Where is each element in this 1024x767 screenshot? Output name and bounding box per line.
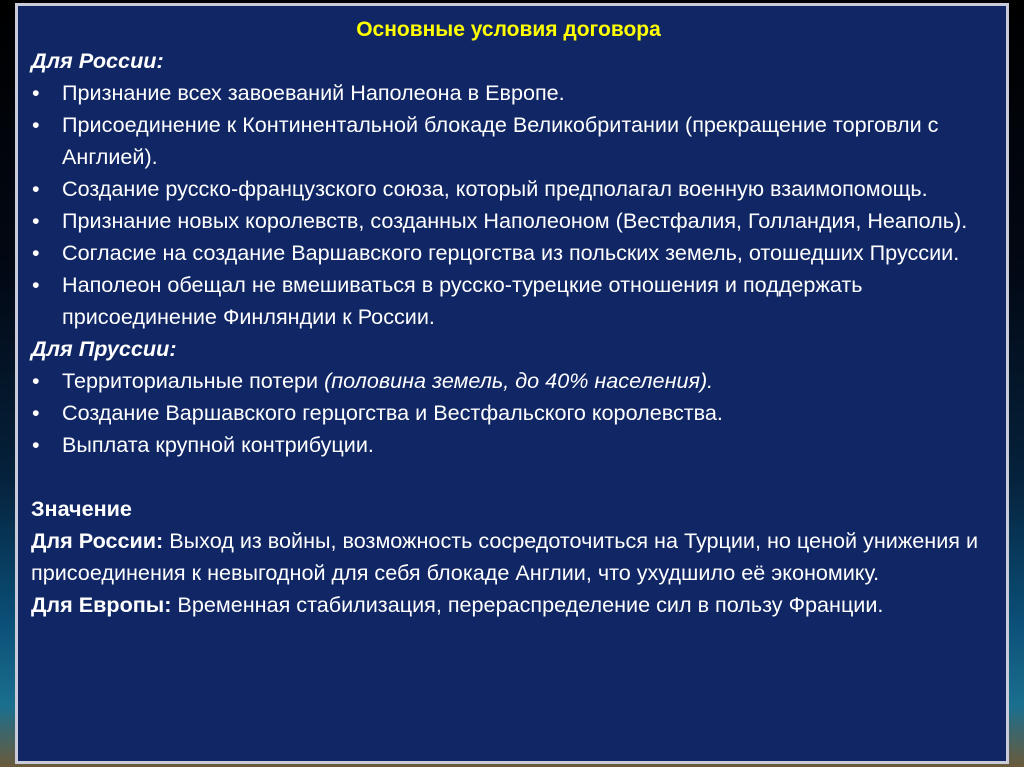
list-item: • Создание русско-французского союза, который предполагал военную взаимопомощь. bbox=[31, 173, 986, 205]
bullet-icon: • bbox=[32, 400, 40, 425]
slide-title: Основные условия договора bbox=[356, 18, 661, 41]
significance-heading: Значение bbox=[31, 496, 132, 521]
bullet-icon: • bbox=[32, 432, 40, 457]
list-item: • Выплата крупной контрибуции. bbox=[31, 429, 986, 461]
list-item: • Признание всех завоеваний Наполеона в Европе. bbox=[31, 77, 986, 109]
list-item: • Согласие на создание Варшавского герцогства из польских земель, отошедших Пруссии. bbox=[31, 237, 986, 269]
content-panel bbox=[15, 3, 1009, 764]
bullet-icon: • bbox=[32, 368, 40, 393]
russia-conditions-list bbox=[31, 77, 986, 333]
list-item: • Наполеон обещал не вмешиваться в русско-турецкие отношения и поддержать присоединение Финляндии к России. bbox=[31, 269, 986, 333]
bullet-icon: • bbox=[32, 208, 40, 233]
significance-russia: Для России: Выход из войны, возможность сосредоточиться на Турции, но ценой унижения и присоединения к невыгодной для себя блокаде Англии, что ухудшило её экономику. bbox=[31, 528, 979, 585]
significance-europe: Для Европы: Временная стабилизация, перераспределение сил в пользу Франции. bbox=[31, 592, 884, 617]
spacer bbox=[31, 461, 986, 493]
list-item: • Признание новых королевств, созданных Наполеоном (Вестфалия, Голландия, Неаполь). bbox=[31, 205, 986, 237]
bullet-icon: • bbox=[32, 272, 40, 297]
bullet-icon: • bbox=[32, 112, 40, 137]
russia-heading: Для России: bbox=[31, 48, 164, 73]
prussia-heading: Для Пруссии: bbox=[31, 336, 177, 361]
bullet-icon: • bbox=[32, 176, 40, 201]
list-item: • Создание Варшавского герцогства и Вестфальского королевства. bbox=[31, 397, 986, 429]
bullet-icon: • bbox=[32, 240, 40, 265]
prussia-conditions-list bbox=[31, 365, 986, 461]
list-item: • Присоединение к Континентальной блокаде Великобритании (прекращение торговли с Англией). bbox=[31, 109, 986, 173]
list-item: • Территориальные потери (половина земель, до 40% населения). bbox=[31, 365, 986, 397]
bullet-icon: • bbox=[32, 80, 40, 105]
